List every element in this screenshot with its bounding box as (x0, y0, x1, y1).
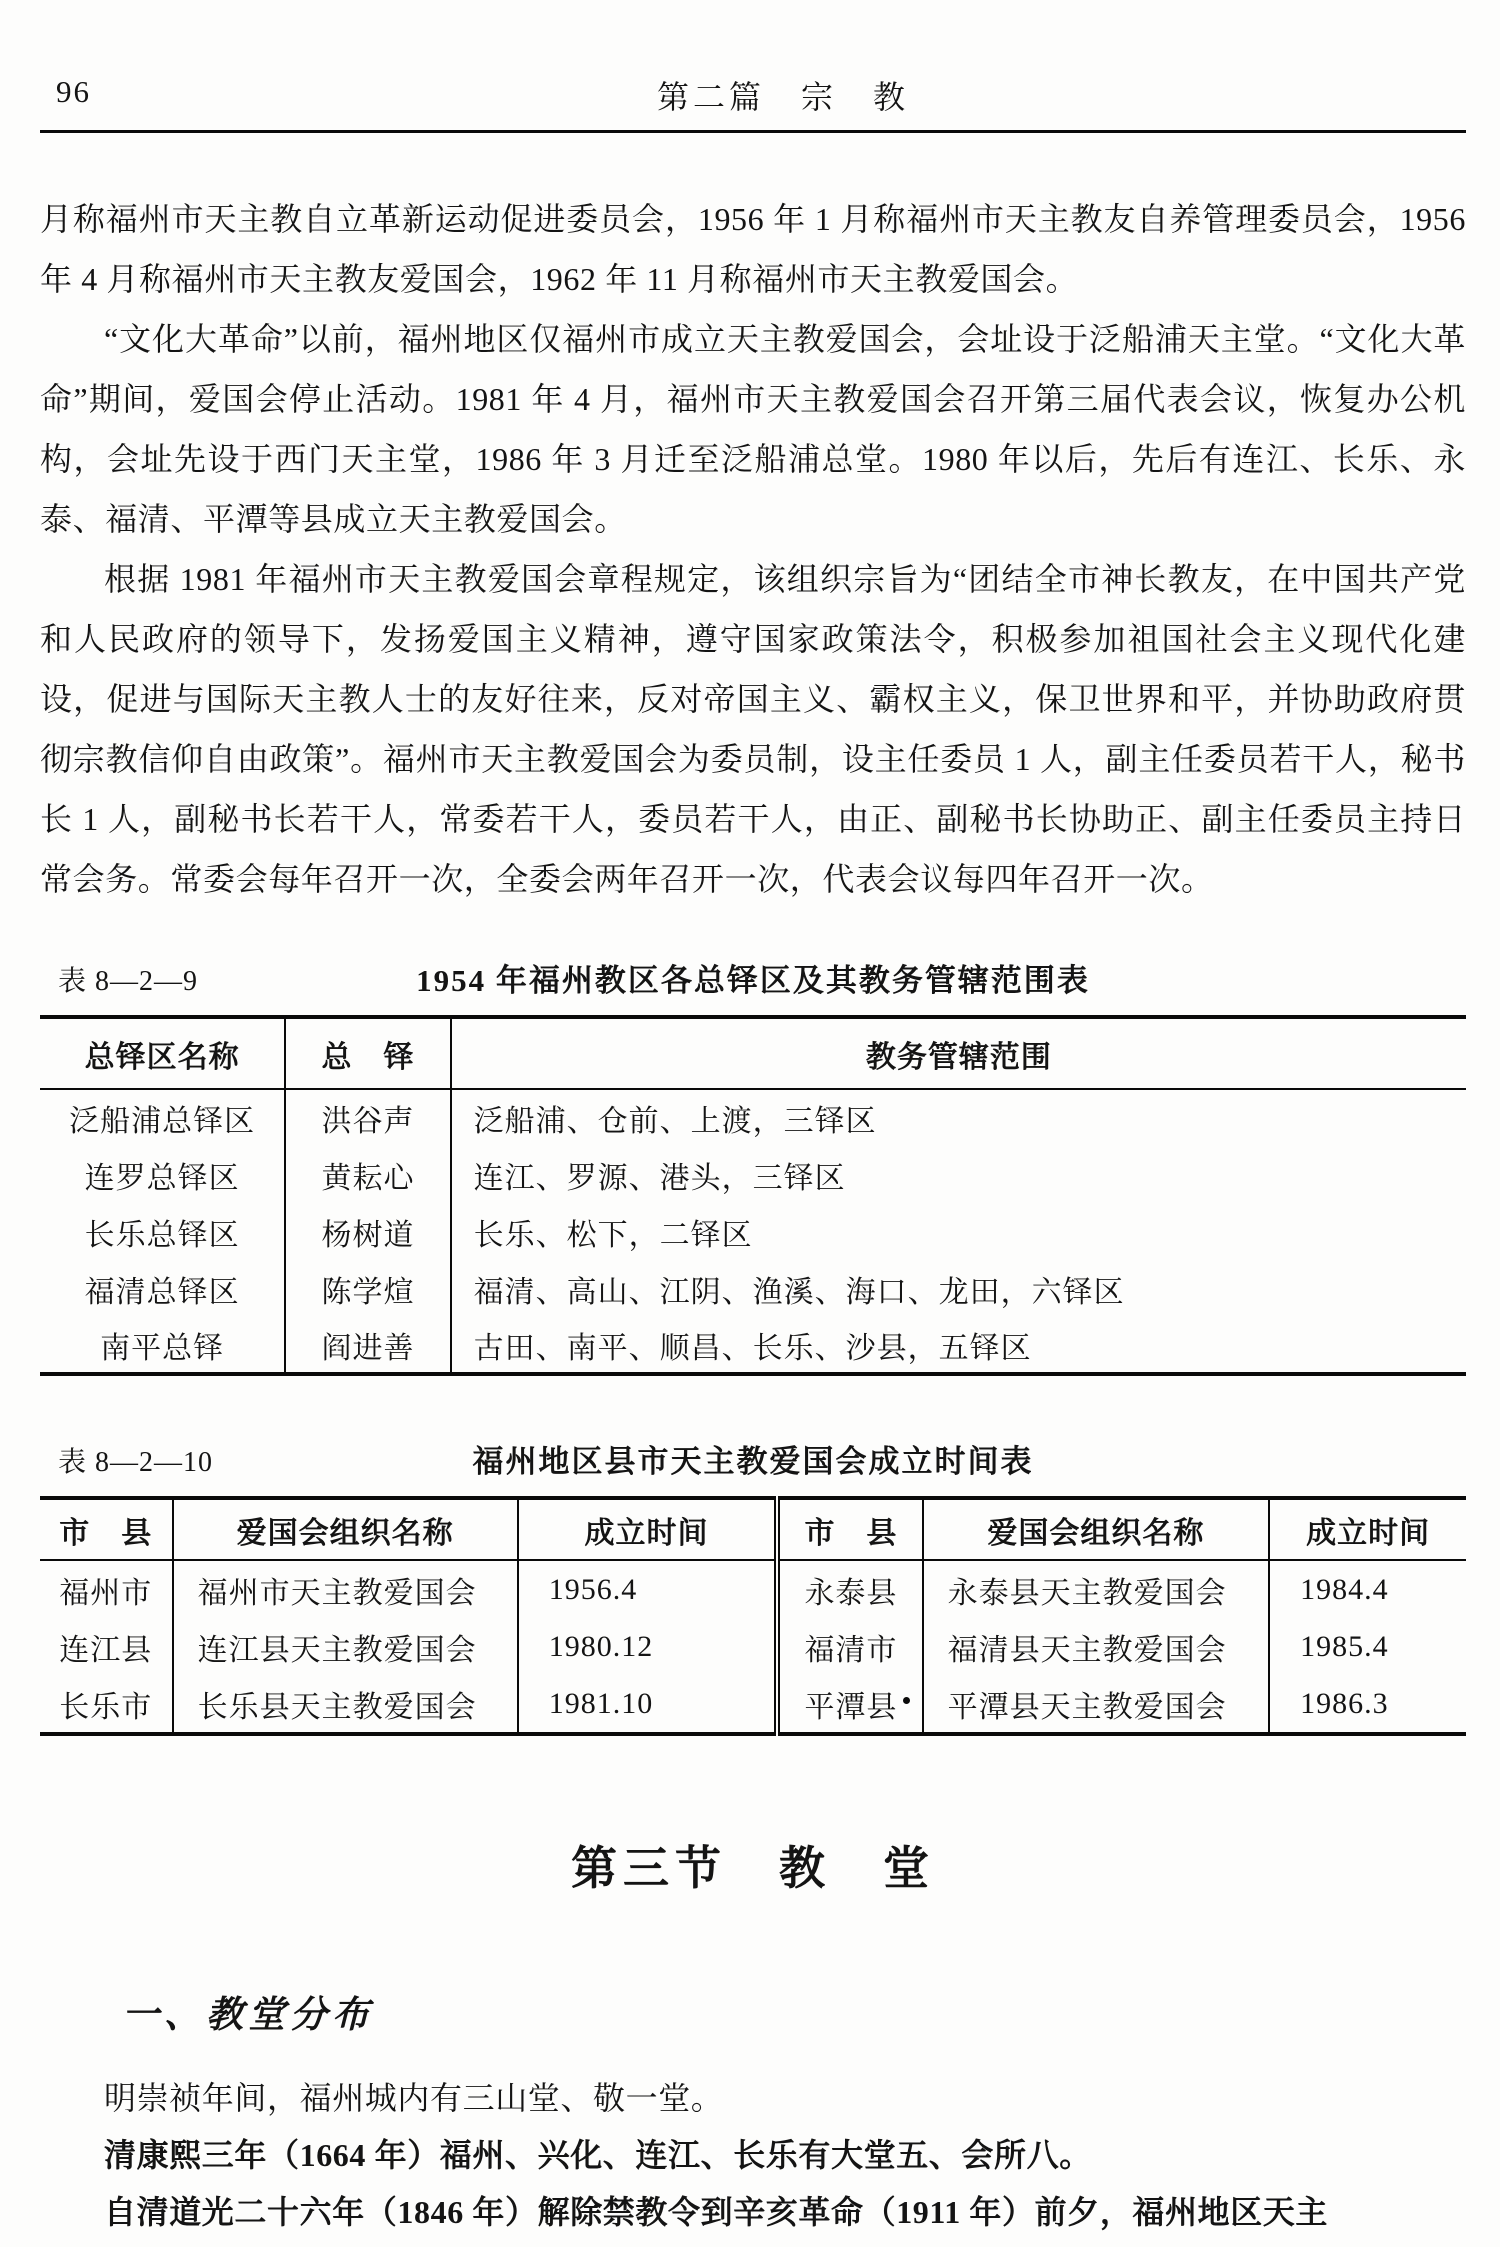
header-rule (40, 130, 1466, 133)
subsection-title: 一、教堂分布 (122, 1995, 374, 2036)
column-header: 成立时间 (1269, 1498, 1466, 1560)
table-cell: 杨树道 (285, 1203, 450, 1260)
table-cell: 平潭县 (777, 1676, 922, 1734)
closing-paragraph: 清康熙三年（1664 年）福州、兴化、连江、长乐有大堂五、会所八。 (104, 2137, 1092, 2173)
table-title: 1954 年福州教区各总铎区及其教务管辖范围表 (416, 963, 1090, 998)
patriotic-association-table (40, 1496, 1466, 1736)
column-header: 成立时间 (518, 1498, 778, 1560)
table-cell: 平潭县天主教爱国会 (923, 1676, 1270, 1734)
table-cell: 福州市 (40, 1560, 173, 1618)
table-row (40, 1618, 1466, 1676)
table-cell: 1956.4 (548, 1572, 638, 1606)
table-cell: 古田、南平、顺昌、长乐、沙县，五铎区 (473, 1331, 1032, 1365)
table-cell: 长乐总铎区 (40, 1203, 285, 1260)
table-cell: 福清县天主教爱国会 (923, 1618, 1270, 1676)
table-caption-row (40, 953, 1466, 997)
table-cell: 洪谷声 (285, 1089, 450, 1146)
column-header: 爱国会组织名称 (923, 1498, 1270, 1560)
column-header: 总铎区名称 (40, 1017, 285, 1089)
table-cell: 1984.4 (1300, 1572, 1389, 1606)
ink-dot-artifact (903, 1697, 910, 1704)
table-cell: 永泰县天主教爱国会 (923, 1560, 1270, 1618)
table-cell: 福清市 (777, 1618, 922, 1676)
running-head (40, 72, 1466, 114)
table-cell: 泛船浦总铎区 (40, 1089, 285, 1146)
table-caption: 表 8—2—10 (58, 1447, 214, 1478)
table-cell: 南平总铎 (40, 1317, 285, 1374)
paragraph: 月称福州市天主教自立革新运动促进委员会，1956 年 1 月称福州市天主教友自养管理委员会，1956 年 4 月称福州市天主教友爱国会，1962 年 11 月称福州市天主教爱国会。 (40, 201, 1466, 297)
table-row (40, 1260, 1466, 1317)
table-row (40, 1146, 1466, 1203)
table-row (40, 1203, 1466, 1260)
table-cell: 永泰县 (777, 1560, 922, 1618)
table-cell: 连江、罗源、港头，三铎区 (473, 1161, 846, 1195)
closing-paragraph: 明崇祯年间，福州城内有三山堂、敬一堂。 (104, 2080, 724, 2116)
table-8-2-9-block (40, 953, 1466, 1376)
table-cell: 连江县天主教爱国会 (173, 1618, 518, 1676)
table-title: 福州地区县市天主教爱国会成立时间表 (472, 1444, 1034, 1479)
table-cell: 1986.3 (1300, 1687, 1389, 1720)
table-cell: 长乐市 (40, 1676, 173, 1734)
table-cell: 福清、高山、江阴、渔溪、海口、龙田，六铎区 (473, 1275, 1125, 1309)
table-cell: 1985.4 (1300, 1630, 1389, 1663)
table-row (40, 1089, 1466, 1146)
column-header: 市 县 (40, 1498, 173, 1560)
deanery-table (40, 1015, 1466, 1376)
table-cell: 福清总铎区 (40, 1260, 285, 1317)
table-row (40, 1676, 1466, 1734)
table-cell: 长乐县天主教爱国会 (173, 1676, 518, 1734)
paragraph: 根据 1981 年福州市天主教爱国会章程规定，该组织宗旨为“团结全市神长教友，在中国共产党和人民政府的领导下，发扬爱国主义精神，遵守国家政策法令，积极参加祖国社会主义现代化建设，促进与国际天主教人士的友好往来，反对帝国主义、霸权主义，保卫世界和平，并协助政府贯彻宗教信仰自由政策”。福州市天主教爱国会为委员制，设主任委员 1 人，副主任委员若干人，秘书长 1 人，副秘书长若干人，常委若干人，委员若干人，由正、副秘书长协助正、副主任委员主持日常会务。常委会每年召开一次，全委会两年召开一次，代表会议每四年召开一次。 (40, 561, 1466, 897)
table-cell: 黄耘心 (285, 1146, 450, 1203)
running-head-title: 第二篇 宗 教 (656, 79, 909, 115)
table-caption: 表 8—2—9 (58, 966, 199, 997)
table-cell: 1981.10 (548, 1687, 654, 1720)
table-header-row (40, 1498, 1466, 1560)
table-cell: 陈学煊 (285, 1260, 450, 1317)
table-caption-row (40, 1434, 1466, 1478)
body-text (40, 189, 1466, 909)
column-header: 总 铎 (285, 1017, 450, 1089)
section-title: 第三节 教 堂 (571, 1843, 935, 1894)
table-row (40, 1560, 1466, 1618)
table-8-2-10-block (40, 1434, 1466, 1736)
table-cell: 阎进善 (285, 1317, 450, 1374)
table-cell: 长乐、松下，二铎区 (473, 1218, 753, 1252)
column-header: 教务管辖范围 (451, 1017, 1466, 1089)
page-number: 96 (56, 74, 91, 109)
closing-paragraph: 自清道光二十六年（1846 年）解除禁教令到辛亥革命（1911 年）前夕，福州地区天主 (104, 2194, 1329, 2230)
table-cell: 1980.12 (548, 1630, 654, 1663)
column-header: 爱国会组织名称 (173, 1498, 518, 1560)
paragraph: “文化大革命”以前，福州地区仅福州市成立天主教爱国会，会址设于泛船浦天主堂。“文化大革命”期间，爱国会停止活动。1981 年 4 月，福州市天主教爱国会召开第三届代表会议，恢复办公机构，会址先设于西门天主堂，1986 年 3 月迁至泛船浦总堂。1980 年以后，先后有连江、长乐、永泰、福清、平潭等县成立天主教爱国会。 (40, 321, 1466, 537)
table-header-row (40, 1017, 1466, 1089)
closing-text (40, 2070, 1466, 2241)
table-row (40, 1317, 1466, 1374)
column-header: 市 县 (777, 1498, 922, 1560)
table-cell: 福州市天主教爱国会 (173, 1560, 518, 1618)
table-cell: 连江县 (40, 1618, 173, 1676)
table-cell: 泛船浦、仓前、上渡，三铎区 (473, 1105, 877, 1138)
table-cell: 连罗总铎区 (40, 1146, 285, 1203)
